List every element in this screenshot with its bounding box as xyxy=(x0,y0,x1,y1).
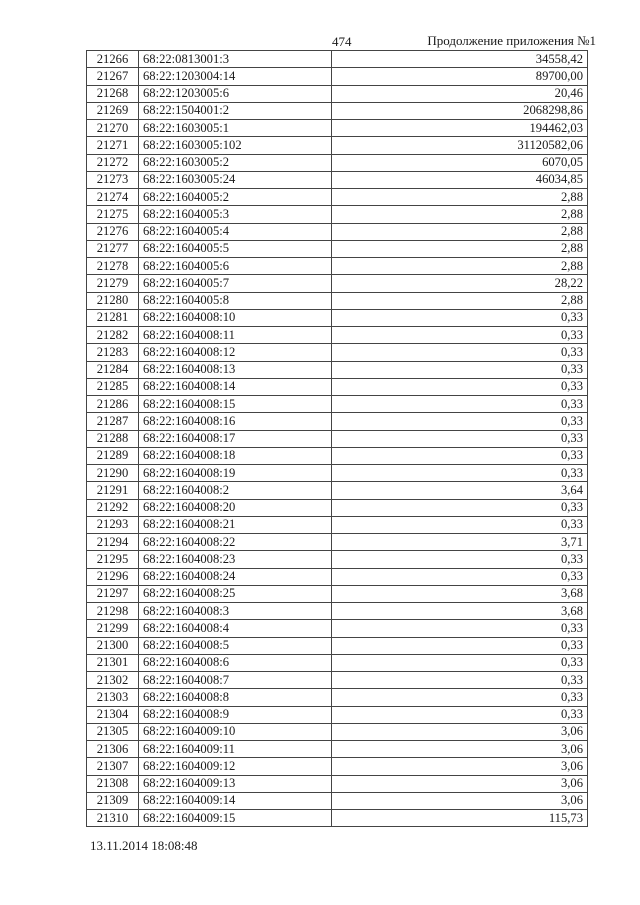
table-row xyxy=(87,361,588,378)
value-cell: 3,06 xyxy=(332,741,588,758)
row-number-cell: 21280 xyxy=(87,292,139,309)
row-number-cell: 21270 xyxy=(87,120,139,137)
value-cell: 2068298,86 xyxy=(332,102,588,119)
table-row xyxy=(87,654,588,671)
cadastral-number-cell: 68:22:1604005:5 xyxy=(139,240,332,257)
row-number-cell: 21273 xyxy=(87,171,139,188)
value-cell: 115,73 xyxy=(332,810,588,827)
cadastral-number-cell: 68:22:1203004:14 xyxy=(139,68,332,85)
table-row xyxy=(87,327,588,344)
row-number-cell: 21287 xyxy=(87,413,139,430)
row-number-cell: 21302 xyxy=(87,672,139,689)
value-cell: 31120582,06 xyxy=(332,137,588,154)
row-number-cell: 21295 xyxy=(87,551,139,568)
row-number-cell: 21292 xyxy=(87,499,139,516)
cadastral-number-cell: 68:22:1604008:18 xyxy=(139,447,332,464)
table-row xyxy=(87,396,588,413)
table-body xyxy=(87,51,588,827)
table-row xyxy=(87,85,588,102)
cadastral-number-cell: 68:22:1604008:16 xyxy=(139,413,332,430)
row-number-cell: 21276 xyxy=(87,223,139,240)
table-row xyxy=(87,792,588,809)
value-cell: 0,33 xyxy=(332,551,588,568)
table-row xyxy=(87,240,588,257)
value-cell: 0,33 xyxy=(332,516,588,533)
table-row xyxy=(87,413,588,430)
value-cell: 0,33 xyxy=(332,396,588,413)
value-cell: 28,22 xyxy=(332,275,588,292)
value-cell: 3,06 xyxy=(332,792,588,809)
cadastral-number-cell: 68:22:1604008:4 xyxy=(139,620,332,637)
value-cell: 0,33 xyxy=(332,499,588,516)
table-row xyxy=(87,258,588,275)
cadastral-number-cell: 68:22:1604008:25 xyxy=(139,585,332,602)
table-row xyxy=(87,758,588,775)
cadastral-number-cell: 68:22:1604008:10 xyxy=(139,309,332,326)
table-row xyxy=(87,637,588,654)
page-number: 474 xyxy=(332,34,352,49)
cadastral-number-cell: 68:22:1603005:24 xyxy=(139,171,332,188)
table-row xyxy=(87,482,588,499)
cadastral-number-cell: 68:22:1604008:22 xyxy=(139,534,332,551)
value-cell: 46034,85 xyxy=(332,171,588,188)
cadastral-number-cell: 68:22:1604008:17 xyxy=(139,430,332,447)
value-cell: 2,88 xyxy=(332,206,588,223)
value-cell: 0,33 xyxy=(332,430,588,447)
cadastral-number-cell: 68:22:1604008:14 xyxy=(139,378,332,395)
table-row xyxy=(87,741,588,758)
row-number-cell: 21300 xyxy=(87,637,139,654)
value-cell: 0,33 xyxy=(332,413,588,430)
table-row xyxy=(87,154,588,171)
cadastral-number-cell: 68:22:1604008:2 xyxy=(139,482,332,499)
table-row xyxy=(87,516,588,533)
value-cell: 20,46 xyxy=(332,85,588,102)
row-number-cell: 21272 xyxy=(87,154,139,171)
row-number-cell: 21274 xyxy=(87,189,139,206)
row-number-cell: 21266 xyxy=(87,51,139,68)
table-row xyxy=(87,51,588,68)
value-cell: 3,06 xyxy=(332,775,588,792)
cadastral-number-cell: 68:22:1604008:13 xyxy=(139,361,332,378)
cadastral-number-cell: 68:22:1604009:14 xyxy=(139,792,332,809)
row-number-cell: 21299 xyxy=(87,620,139,637)
row-number-cell: 21277 xyxy=(87,240,139,257)
table-row xyxy=(87,275,588,292)
cadastral-number-cell: 68:22:1603005:2 xyxy=(139,154,332,171)
table-row xyxy=(87,171,588,188)
row-number-cell: 21291 xyxy=(87,482,139,499)
cadastral-number-cell: 68:22:1604008:19 xyxy=(139,465,332,482)
row-number-cell: 21275 xyxy=(87,206,139,223)
table-row xyxy=(87,102,588,119)
value-cell: 0,33 xyxy=(332,309,588,326)
row-number-cell: 21293 xyxy=(87,516,139,533)
data-table xyxy=(86,50,588,827)
row-number-cell: 21307 xyxy=(87,758,139,775)
value-cell: 89700,00 xyxy=(332,68,588,85)
table-row xyxy=(87,120,588,137)
table-row xyxy=(87,292,588,309)
row-number-cell: 21308 xyxy=(87,775,139,792)
value-cell: 0,33 xyxy=(332,465,588,482)
value-cell: 0,33 xyxy=(332,378,588,395)
cadastral-number-cell: 68:22:1604008:7 xyxy=(139,672,332,689)
cadastral-number-cell: 68:22:1604009:12 xyxy=(139,758,332,775)
cadastral-number-cell: 68:22:1604009:11 xyxy=(139,741,332,758)
cadastral-number-cell: 68:22:1604005:6 xyxy=(139,258,332,275)
table-row xyxy=(87,378,588,395)
value-cell: 2,88 xyxy=(332,189,588,206)
cadastral-number-cell: 68:22:1604008:9 xyxy=(139,706,332,723)
table-row xyxy=(87,465,588,482)
value-cell: 3,06 xyxy=(332,758,588,775)
row-number-cell: 21288 xyxy=(87,430,139,447)
value-cell: 0,33 xyxy=(332,344,588,361)
table-row xyxy=(87,189,588,206)
row-number-cell: 21281 xyxy=(87,309,139,326)
value-cell: 2,88 xyxy=(332,258,588,275)
value-cell: 2,88 xyxy=(332,292,588,309)
table-row xyxy=(87,585,588,602)
value-cell: 0,33 xyxy=(332,447,588,464)
row-number-cell: 21303 xyxy=(87,689,139,706)
row-number-cell: 21305 xyxy=(87,723,139,740)
row-number-cell: 21309 xyxy=(87,792,139,809)
cadastral-number-cell: 68:22:0813001:3 xyxy=(139,51,332,68)
cadastral-number-cell: 68:22:1604008:23 xyxy=(139,551,332,568)
value-cell: 3,64 xyxy=(332,482,588,499)
table-row xyxy=(87,344,588,361)
cadastral-number-cell: 68:22:1604008:15 xyxy=(139,396,332,413)
row-number-cell: 21271 xyxy=(87,137,139,154)
cadastral-number-cell: 68:22:1604008:12 xyxy=(139,344,332,361)
table-row xyxy=(87,723,588,740)
value-cell: 3,68 xyxy=(332,585,588,602)
cadastral-number-cell: 68:22:1604008:11 xyxy=(139,327,332,344)
row-number-cell: 21269 xyxy=(87,102,139,119)
cadastral-number-cell: 68:22:1504001:2 xyxy=(139,102,332,119)
cadastral-number-cell: 68:22:1604008:24 xyxy=(139,568,332,585)
cadastral-number-cell: 68:22:1203005:6 xyxy=(139,85,332,102)
value-cell: 0,33 xyxy=(332,637,588,654)
row-number-cell: 21298 xyxy=(87,603,139,620)
cadastral-number-cell: 68:22:1604005:7 xyxy=(139,275,332,292)
table-row xyxy=(87,810,588,827)
table-row xyxy=(87,68,588,85)
row-number-cell: 21279 xyxy=(87,275,139,292)
value-cell: 0,33 xyxy=(332,361,588,378)
value-cell: 0,33 xyxy=(332,654,588,671)
value-cell: 3,06 xyxy=(332,723,588,740)
appendix-label: Продолжение приложения №1 xyxy=(427,33,596,48)
row-number-cell: 21283 xyxy=(87,344,139,361)
row-number-cell: 21290 xyxy=(87,465,139,482)
table-row xyxy=(87,603,588,620)
table-row xyxy=(87,551,588,568)
row-number-cell: 21294 xyxy=(87,534,139,551)
cadastral-number-cell: 68:22:1604009:10 xyxy=(139,723,332,740)
cadastral-number-cell: 68:22:1604005:4 xyxy=(139,223,332,240)
cadastral-number-cell: 68:22:1604005:2 xyxy=(139,189,332,206)
row-number-cell: 21282 xyxy=(87,327,139,344)
row-number-cell: 21289 xyxy=(87,447,139,464)
value-cell: 3,68 xyxy=(332,603,588,620)
table-row xyxy=(87,620,588,637)
table-row xyxy=(87,309,588,326)
row-number-cell: 21278 xyxy=(87,258,139,275)
cadastral-number-cell: 68:22:1603005:1 xyxy=(139,120,332,137)
cadastral-number-cell: 68:22:1604008:5 xyxy=(139,637,332,654)
value-cell: 3,71 xyxy=(332,534,588,551)
value-cell: 6070,05 xyxy=(332,154,588,171)
cadastral-number-cell: 68:22:1604008:6 xyxy=(139,654,332,671)
row-number-cell: 21285 xyxy=(87,378,139,395)
row-number-cell: 21306 xyxy=(87,741,139,758)
value-cell: 2,88 xyxy=(332,223,588,240)
value-cell: 0,33 xyxy=(332,568,588,585)
value-cell: 0,33 xyxy=(332,327,588,344)
cadastral-number-cell: 68:22:1604008:8 xyxy=(139,689,332,706)
row-number-cell: 21267 xyxy=(87,68,139,85)
row-number-cell: 21268 xyxy=(87,85,139,102)
value-cell: 194462,03 xyxy=(332,120,588,137)
table-row xyxy=(87,499,588,516)
table-row xyxy=(87,672,588,689)
row-number-cell: 21310 xyxy=(87,810,139,827)
table-row xyxy=(87,689,588,706)
cadastral-number-cell: 68:22:1603005:102 xyxy=(139,137,332,154)
value-cell: 2,88 xyxy=(332,240,588,257)
cadastral-number-cell: 68:22:1604008:20 xyxy=(139,499,332,516)
table-row xyxy=(87,775,588,792)
value-cell: 0,33 xyxy=(332,689,588,706)
cadastral-number-cell: 68:22:1604008:21 xyxy=(139,516,332,533)
value-cell: 0,33 xyxy=(332,672,588,689)
row-number-cell: 21301 xyxy=(87,654,139,671)
row-number-cell: 21297 xyxy=(87,585,139,602)
table-row xyxy=(87,534,588,551)
table-row xyxy=(87,206,588,223)
footer-timestamp: 13.11.2014 18:08:48 xyxy=(90,838,198,853)
value-cell: 0,33 xyxy=(332,620,588,637)
value-cell: 0,33 xyxy=(332,706,588,723)
cadastral-number-cell: 68:22:1604008:3 xyxy=(139,603,332,620)
row-number-cell: 21284 xyxy=(87,361,139,378)
table-row xyxy=(87,137,588,154)
row-number-cell: 21286 xyxy=(87,396,139,413)
cadastral-number-cell: 68:22:1604005:8 xyxy=(139,292,332,309)
cadastral-number-cell: 68:22:1604009:13 xyxy=(139,775,332,792)
value-cell: 34558,42 xyxy=(332,51,588,68)
cadastral-number-cell: 68:22:1604005:3 xyxy=(139,206,332,223)
table-row xyxy=(87,430,588,447)
table-row xyxy=(87,447,588,464)
table-row xyxy=(87,568,588,585)
cadastral-number-cell: 68:22:1604009:15 xyxy=(139,810,332,827)
table-row xyxy=(87,706,588,723)
row-number-cell: 21296 xyxy=(87,568,139,585)
table-row xyxy=(87,223,588,240)
row-number-cell: 21304 xyxy=(87,706,139,723)
